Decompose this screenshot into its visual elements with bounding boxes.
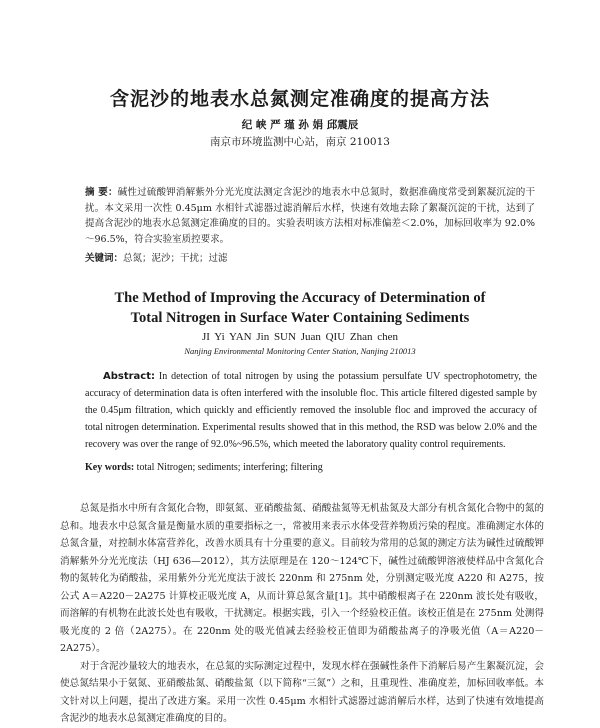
abstract-chinese-label: 摘 要： — [85, 187, 118, 198]
abstract-chinese — [85, 185, 535, 247]
abstract-english-text: In detection of total nitrogen by using the potassium persulfate UV spectrophotometry, the accuracy of determination data is often interfered with the insoluble floc. This article filtered digested sample by the 0.45μm filtration, which quickly and efficiently removed the insoluble floc and improved the accuracy of total nitrogen determination. Experimental results showed that in this method, the RSD was below 2.0% and the recovery was over the range of 92.0%~96.5%, which meeted the laboratory quality control requirements. — [85, 371, 537, 450]
keywords-chinese-label: 关键词： — [85, 253, 124, 264]
abstract-english — [85, 368, 537, 453]
keywords-english-text: total Nitrogen; sediments; interfering; filtering — [136, 462, 323, 473]
authors-english: JI Yi YAN Jin SUN Juan QIU Zhan chen — [201, 331, 399, 343]
title-chinese: 含泥沙的地表水总氮测定准确度的提高方法 — [109, 88, 490, 110]
abstract-english-label: Abstract: — [103, 371, 156, 382]
title-english-line2: Total Nitrogen in Surface Water Containing Sediments — [130, 310, 470, 326]
body-paragraph-1: 总氮是指水中所有含氮化合物，即氨氮、亚硝酸盐氮、硝酸盐氮等无机盐氮及大部分有机含氮化合物中的氮的总和。地表水中总氮含量是衡量水质的重要指标之一，常被用来表示水体受营养物质污染的程度。准确测定水体的总氮含量，对控制水体富营养化，改善水质具有十分重要的意义。目前较为常用的总氮的测定方法为碱性过硫酸钾消解紫外分光光度法（HJ 636—2012），其方法原理是在 120～124℃下，碱性过硫酸钾溶液使样品中含氮化合物的氮转化为硝酸盐，采用紫外分光光度法于波长 220nm 和 275nm 处，分别测定吸光度 A220 和 A275，按公式 A＝A220－2A275 计算校正吸光度 A，从而计算总氮含量[1]。其中硝酸根离子在 220nm 波长处有吸收，而溶解的有机物在此波长处也有吸收，干扰测定。根据实践，引入一个经验校正值。该校正值是在 275nm 处测得吸光度的 2 倍（2A275）。在 220nm 处的吸光值减去经验校正值即为硝酸盐离子的净吸光值（A＝A220－2A275）。 — [60, 503, 544, 654]
body-text — [60, 500, 544, 728]
affiliation-chinese: 南京市环境监测中心站，南京 210013 — [210, 136, 390, 148]
keywords-english-label: Key words: — [85, 462, 135, 473]
body-paragraph-2: 对于含泥沙量较大的地表水，在总氮的实际测定过程中，发现水样在强碱性条件下消解后易产生絮凝沉淀，会使总氮结果小于氨氮、亚硝酸盐氮、硝酸盐氮（以下简称“三氮”）之和，且重现性、准确度差，加标回收率低。本文针对以上问题，提出了改进方案。采用一次性 0.45μm 水相针式滤器过滤消解后水样，达到了快速有效地提高含泥沙的地表水总氮测定准确度的目的。 — [60, 660, 544, 724]
title-english-line1: The Method of Improving the Accuracy of Determination of — [114, 290, 486, 306]
authors-chinese: 纪 峡 严 瑾 孙 娟 邱震辰 — [241, 119, 359, 131]
keywords-english — [85, 462, 537, 473]
abstract-chinese-text: 碱性过硫酸钾消解紫外分光光度法测定含泥沙的地表水中总氮时，数据准确度常受到絮凝沉淀的干扰。本文采用一次性 0.45μm 水相针式滤器过滤消解后水样，快速有效地去除了絮凝沉淀的干扰，达到了提高含泥沙的地表水总氮测定准确度的目的。实验表明该方法相对标准偏差＜2.0%，加标回收率为 92.0%～96.5%，符合实验室质控要求。 — [85, 187, 535, 245]
keywords-chinese — [85, 250, 535, 264]
keywords-chinese-text: 总氮；泥沙；干扰；过滤 — [123, 253, 228, 264]
affiliation-english: Nanjing Environmental Monitoring Center Station, Nanjing 210013 — [184, 346, 416, 356]
